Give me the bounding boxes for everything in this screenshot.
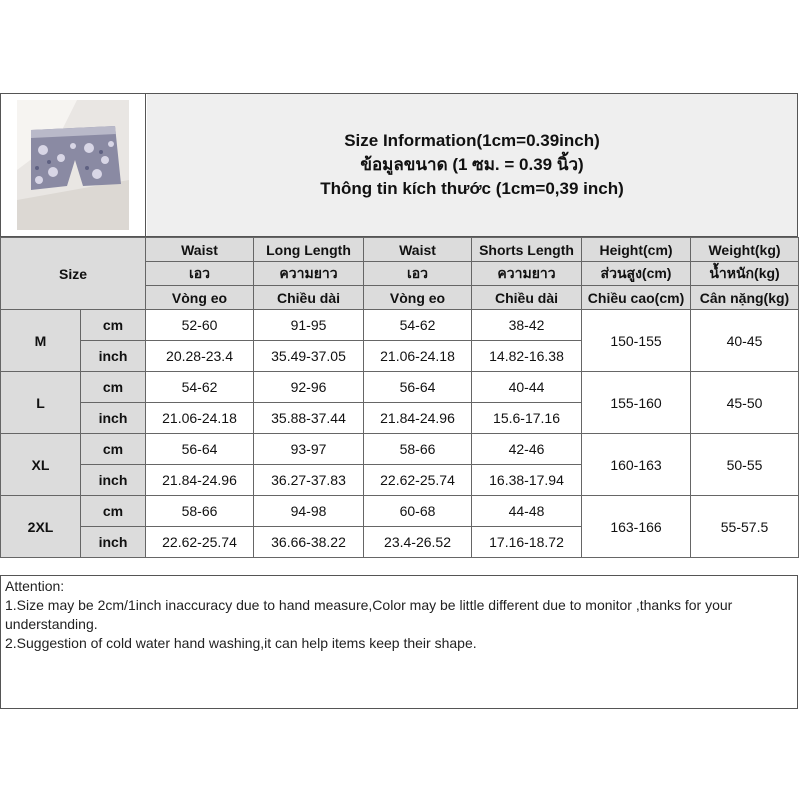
size-label-xl: XL xyxy=(1,434,81,496)
cell: 58-66 xyxy=(364,434,472,465)
size-table xyxy=(0,237,799,558)
cell: 21.06-24.18 xyxy=(146,403,254,434)
cell: 40-44 xyxy=(472,372,582,403)
cell: 94-98 xyxy=(254,496,364,527)
attention-note-2: 2.Suggestion of cold water hand washing,it can help items keep their shape. xyxy=(5,635,477,651)
cell: 16.38-17.94 xyxy=(472,465,582,496)
title-vietnamese: Thông tin kích thước (1cm=0,39 inch) xyxy=(320,179,624,198)
title-block xyxy=(147,94,797,236)
cell: 93-97 xyxy=(254,434,364,465)
unit-inch: inch xyxy=(81,403,146,434)
attention-heading: Attention: xyxy=(5,578,65,594)
height-cell: 163-166 xyxy=(582,496,691,558)
col-header-height-th: ส่วนสูง(cm) xyxy=(582,262,691,286)
cell: 36.66-38.22 xyxy=(254,527,364,558)
col-header-height-en: Height(cm) xyxy=(582,238,691,262)
cell: 92-96 xyxy=(254,372,364,403)
weight-cell: 55-57.5 xyxy=(691,496,799,558)
cell: 60-68 xyxy=(364,496,472,527)
col-header-waist-2-vi: Vòng eo xyxy=(364,286,472,310)
cell: 21.84-24.96 xyxy=(364,403,472,434)
cell: 23.4-26.52 xyxy=(364,527,472,558)
col-header-waist-2-th: เอว xyxy=(364,262,472,286)
title-english: Size Information(1cm=0.39inch) xyxy=(344,131,600,150)
unit-cm: cm xyxy=(81,372,146,403)
weight-cell: 50-55 xyxy=(691,434,799,496)
cell: 22.62-25.74 xyxy=(146,527,254,558)
cell: 42-46 xyxy=(472,434,582,465)
col-header-shorts-length-vi: Chiều dài xyxy=(472,286,582,310)
unit-cm: cm xyxy=(81,310,146,341)
shorts-photo-icon xyxy=(17,100,129,230)
cell: 38-42 xyxy=(472,310,582,341)
cell: 35.88-37.44 xyxy=(254,403,364,434)
product-photo xyxy=(1,94,146,236)
size-label-2xl: 2XL xyxy=(1,496,81,558)
cell: 35.49-37.05 xyxy=(254,341,364,372)
cell: 14.82-16.38 xyxy=(472,341,582,372)
weight-cell: 45-50 xyxy=(691,372,799,434)
col-header-waist-vi: Vòng eo xyxy=(146,286,254,310)
weight-cell: 40-45 xyxy=(691,310,799,372)
col-header-shorts-length-en: Shorts Length xyxy=(472,238,582,262)
cell: 36.27-37.83 xyxy=(254,465,364,496)
col-header-height-vi: Chiều cao(cm) xyxy=(582,286,691,310)
unit-cm: cm xyxy=(81,434,146,465)
col-header-long-length-en: Long Length xyxy=(254,238,364,262)
attention-note-1: 1.Size may be 2cm/1inch inaccuracy due to hand measure,Color may be little different due to monitor ,thanks for your understanding. xyxy=(5,597,733,632)
table-row xyxy=(1,310,799,341)
col-header-weight-vi: Cân nặng(kg) xyxy=(691,286,799,310)
cell: 21.84-24.96 xyxy=(146,465,254,496)
col-header-long-length-vi: Chiều dài xyxy=(254,286,364,310)
unit-cm: cm xyxy=(81,496,146,527)
col-header-long-length-th: ความยาว xyxy=(254,262,364,286)
col-header-waist-en: Waist xyxy=(146,238,254,262)
cell: 56-64 xyxy=(364,372,472,403)
height-cell: 155-160 xyxy=(582,372,691,434)
size-chart-header xyxy=(0,93,798,237)
cell: 17.16-18.72 xyxy=(472,527,582,558)
cell: 15.6-17.16 xyxy=(472,403,582,434)
col-header-weight-th: น้ำหนัก(kg) xyxy=(691,262,799,286)
title-thai: ข้อมูลขนาด (1 ซม. = 0.39 นิ้ว) xyxy=(360,155,584,174)
size-label-m: M xyxy=(1,310,81,372)
cell: 56-64 xyxy=(146,434,254,465)
unit-inch: inch xyxy=(81,527,146,558)
unit-inch: inch xyxy=(81,465,146,496)
table-row xyxy=(1,496,799,527)
cell: 44-48 xyxy=(472,496,582,527)
cell: 54-62 xyxy=(146,372,254,403)
col-header-shorts-length-th: ความยาว xyxy=(472,262,582,286)
col-header-weight-en: Weight(kg) xyxy=(691,238,799,262)
cell: 20.28-23.4 xyxy=(146,341,254,372)
size-chart xyxy=(0,93,800,709)
attention-box xyxy=(0,575,798,709)
size-label-l: L xyxy=(1,372,81,434)
table-row xyxy=(1,372,799,403)
cell: 21.06-24.18 xyxy=(364,341,472,372)
cell: 91-95 xyxy=(254,310,364,341)
cell: 22.62-25.74 xyxy=(364,465,472,496)
unit-inch: inch xyxy=(81,341,146,372)
col-header-waist-2-en: Waist xyxy=(364,238,472,262)
height-cell: 150-155 xyxy=(582,310,691,372)
cell: 52-60 xyxy=(146,310,254,341)
col-header-waist-th: เอว xyxy=(146,262,254,286)
cell: 54-62 xyxy=(364,310,472,341)
size-header: Size xyxy=(1,238,146,310)
table-row xyxy=(1,434,799,465)
cell: 58-66 xyxy=(146,496,254,527)
height-cell: 160-163 xyxy=(582,434,691,496)
